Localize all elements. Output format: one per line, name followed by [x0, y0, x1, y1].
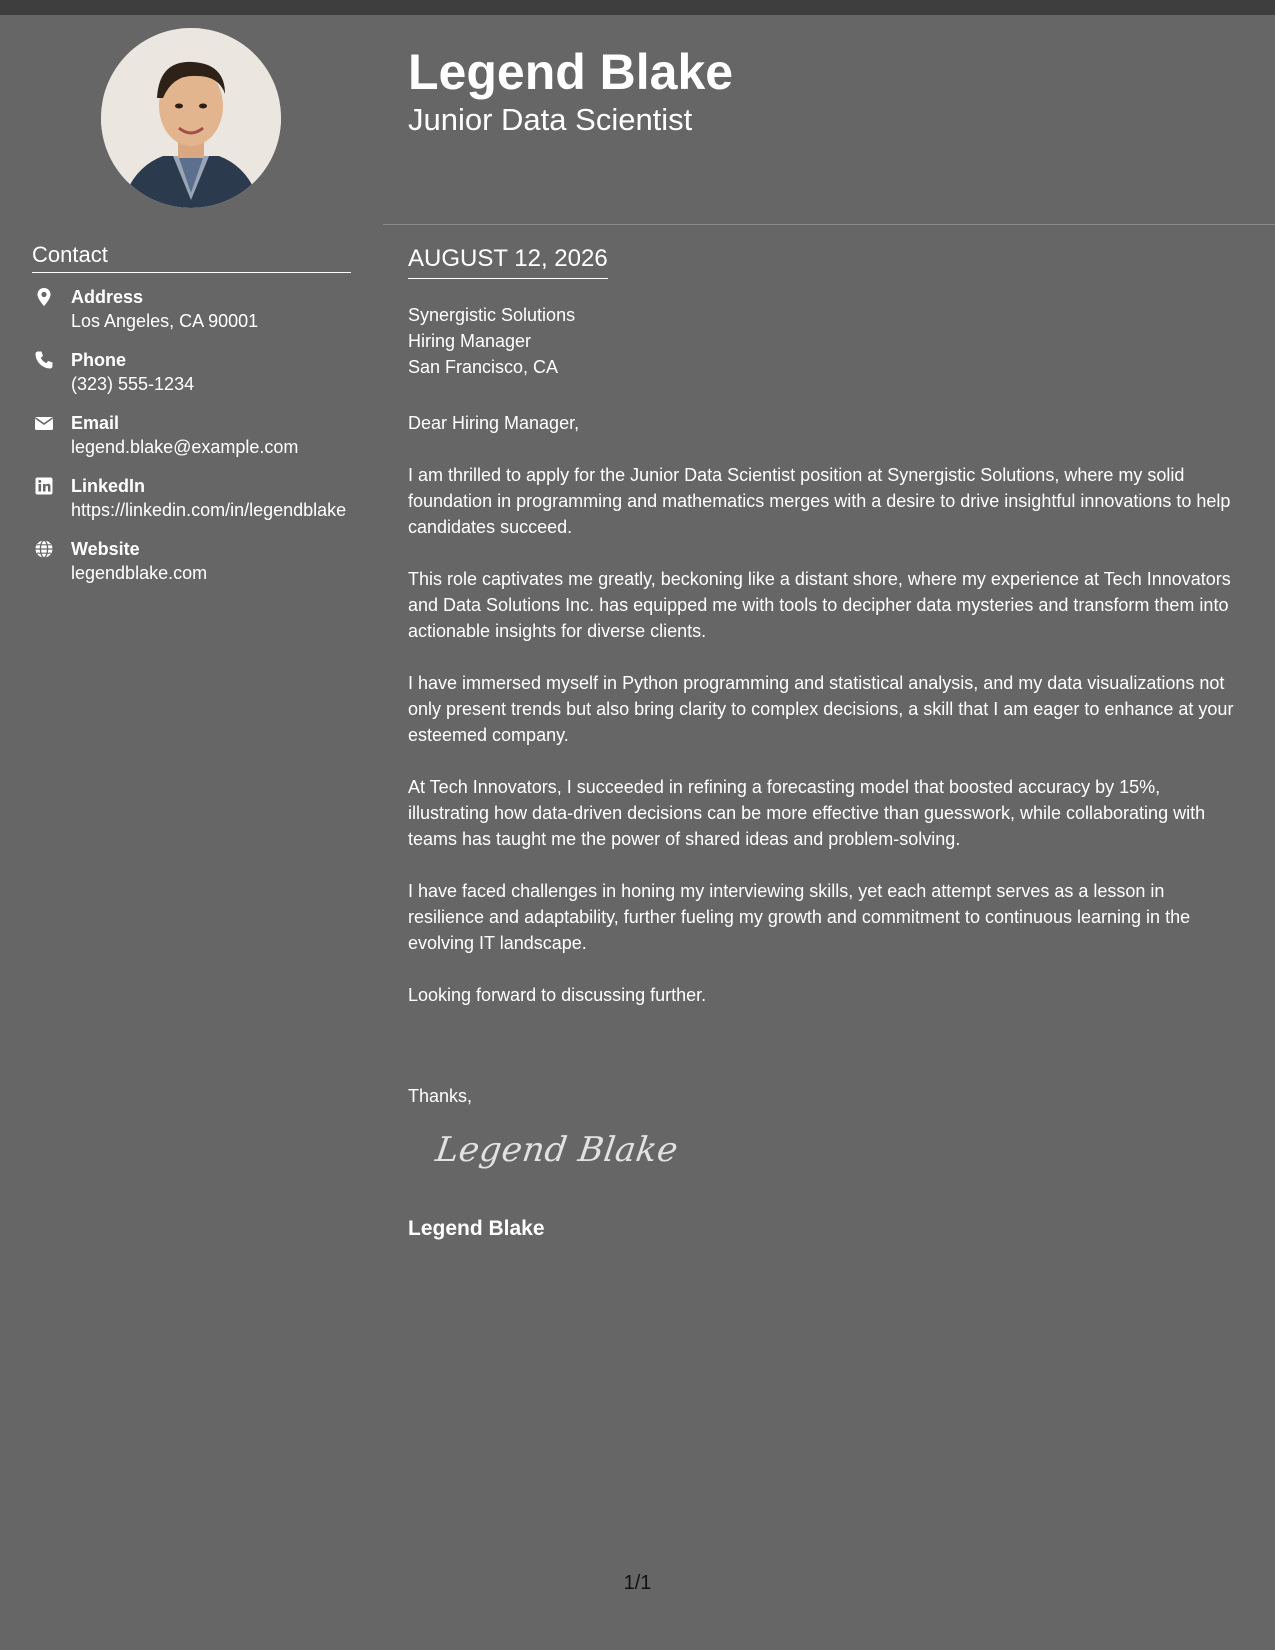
recipient-block [408, 302, 575, 380]
body-paragraph: I have immersed myself in Python programming and statistical analysis, and my data visualizations not only present trends but also bring clarity to complex decisions, a skill that I am eager to enhance at your esteemed company. [408, 673, 1234, 745]
envelope-icon [34, 413, 54, 433]
top-bar [0, 0, 1275, 15]
contact-value[interactable]: https://linkedin.com/in/legendblake [71, 500, 347, 520]
contact-website [32, 537, 362, 585]
avatar [101, 28, 281, 208]
job-title: Junior Data Scientist [408, 102, 693, 137]
contact-heading: Contact [32, 241, 351, 273]
closing: Thanks, [408, 1086, 473, 1106]
sidebar [0, 15, 383, 1650]
salutation: Dear Hiring Manager, [408, 413, 580, 433]
page-number: 1/1 [623, 1572, 652, 1594]
contact-list [32, 285, 362, 600]
contact-linkedin [32, 474, 362, 522]
contact-label: LinkedIn [71, 476, 146, 496]
letter-date: AUGUST 12, 2026 [408, 244, 608, 279]
main-content [383, 15, 1275, 1650]
contact-value: Los Angeles, CA 90001 [71, 311, 259, 331]
recipient-title: Hiring Manager [408, 331, 532, 351]
globe-icon [34, 539, 54, 559]
contact-email [32, 411, 362, 459]
body-paragraph: Looking forward to discussing further. [408, 985, 707, 1005]
body-paragraph: I have faced challenges in honing my interviewing skills, yet each attempt serves as a lesson in resilience and adaptability, further fueling my growth and commitment to continuous learning in the evolving IT landscape. [408, 881, 1191, 953]
contact-phone [32, 348, 362, 396]
map-pin-icon [34, 287, 54, 307]
contact-value[interactable]: legend.blake@example.com [71, 437, 299, 457]
signer-name: Legend Blake [408, 1217, 545, 1240]
contact-label: Email [71, 413, 120, 433]
phone-icon [34, 350, 54, 370]
contact-label: Website [71, 539, 140, 559]
body-paragraph: At Tech Innovators, I succeeded in refining a forecasting model that boosted accuracy by 15%, illustrating how data-driven decisions can be more effective than guesswork, while collaborating with teams has taught me the power of shared ideas and problem-solving. [408, 777, 1206, 849]
recipient-company: Synergistic Solutions [408, 305, 576, 325]
header-divider [383, 224, 1275, 225]
linkedin-icon [34, 476, 54, 496]
letter-body [408, 410, 1243, 1034]
body-paragraph: This role captivates me greatly, beckoning like a distant shore, where my experience at Tech Innovators and Data Solutions Inc. has equipped me with tools to decipher data mysteries and transform them into actionable insights for diverse clients. [408, 569, 1231, 641]
contact-label: Address [71, 287, 144, 307]
contact-value[interactable]: legendblake.com [71, 563, 208, 583]
applicant-name: Legend Blake [408, 44, 734, 100]
body-paragraph: I am thrilled to apply for the Junior Data Scientist position at Synergistic Solutions, where my solid foundation in programming and mathematics merges with a desire to drive insightful innovations to help candidates succeed. [408, 465, 1231, 537]
recipient-location: San Francisco, CA [408, 357, 559, 377]
contact-value: (323) 555-1234 [71, 374, 195, 394]
contact-address [32, 285, 362, 333]
signature: Legend Blake [433, 1130, 681, 1170]
profile-photo [101, 28, 281, 208]
contact-label: Phone [71, 350, 127, 370]
